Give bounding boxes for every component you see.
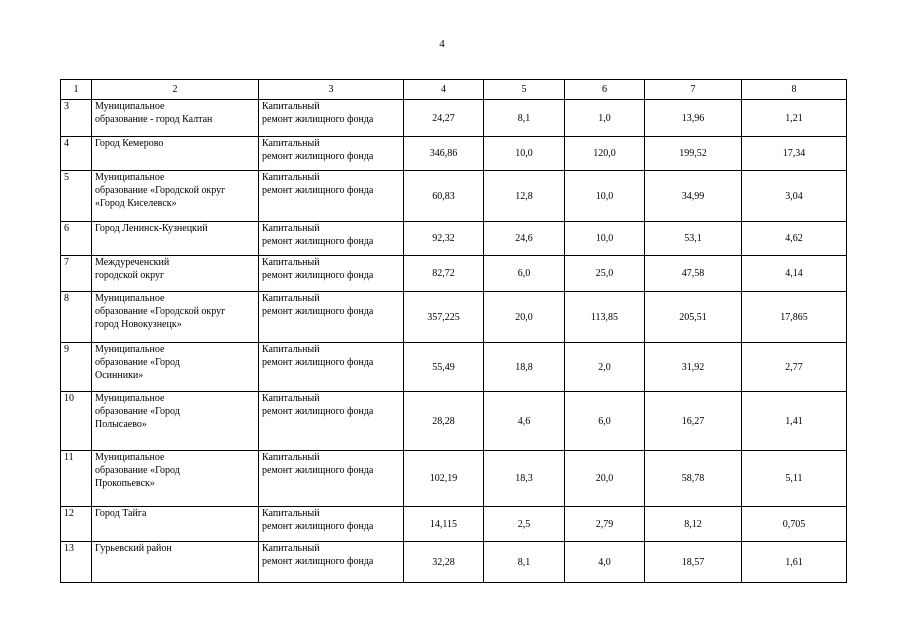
value-cell-c4: 24,27 [404,100,484,137]
table-row [61,392,847,451]
municipality-name-line: «Город Киселевск» [95,198,177,209]
value-cell-c4: 14,115 [404,507,484,542]
column-number-row [61,80,847,100]
purpose-line: Капитальный [262,101,320,112]
value-cell-c8: 4,62 [742,222,847,256]
value-cell-c5: 12,8 [484,171,565,222]
municipality-cell [92,451,259,507]
row-number-cell: 13 [61,542,92,583]
municipality-name-line: Полысаево» [95,419,147,430]
municipality-name-line: Город Тайга [95,508,147,519]
row-number-cell: 5 [61,171,92,222]
table-row [61,343,847,392]
value-cell-c8: 0,705 [742,507,847,542]
purpose-line: Капитальный [262,344,320,355]
purpose-cell [259,542,404,583]
value-cell-c8: 3,04 [742,171,847,222]
purpose-cell [259,507,404,542]
purpose-line: Капитальный [262,543,320,554]
value-cell-c8: 1,41 [742,392,847,451]
value-cell-c6: 2,79 [565,507,645,542]
value-cell-c7: 13,96 [645,100,742,137]
purpose-line: Капитальный [262,293,320,304]
value-cell-c7: 53,1 [645,222,742,256]
purpose-line: ремонт жилищного фонда [262,465,374,476]
value-cell-c5: 8,1 [484,542,565,583]
column-header: 1 [61,80,92,100]
purpose-line: Капитальный [262,452,320,463]
table-row [61,171,847,222]
row-number-cell: 3 [61,100,92,137]
value-cell-c7: 199,52 [645,137,742,171]
purpose-line: ремонт жилищного фонда [262,236,374,247]
value-cell-c7: 31,92 [645,343,742,392]
value-cell-c7: 18,57 [645,542,742,583]
municipality-name-line: городской округ [95,270,165,281]
value-cell-c5: 2,5 [484,507,565,542]
purpose-line: ремонт жилищного фонда [262,306,374,317]
purpose-cell [259,256,404,292]
value-cell-c7: 34,99 [645,171,742,222]
value-cell-c6: 6,0 [565,392,645,451]
purpose-line: Капитальный [262,393,320,404]
municipality-cell [92,507,259,542]
value-cell-c6: 120,0 [565,137,645,171]
municipality-name-line: Осинники» [95,370,144,381]
row-number-cell: 12 [61,507,92,542]
purpose-line: Капитальный [262,172,320,183]
column-header: 4 [404,80,484,100]
column-header: 8 [742,80,847,100]
value-cell-c4: 32,28 [404,542,484,583]
value-cell-c8: 4,14 [742,256,847,292]
value-cell-c5: 6,0 [484,256,565,292]
municipality-name-line: Муниципальное [95,101,165,112]
value-cell-c4: 357,225 [404,292,484,343]
value-cell-c8: 1,61 [742,542,847,583]
column-header: 3 [259,80,404,100]
purpose-cell [259,171,404,222]
page-number: 4 [439,38,445,50]
value-cell-c5: 24,6 [484,222,565,256]
purpose-cell [259,100,404,137]
municipality-name-line: Прокопьевск» [95,478,155,489]
purpose-line: ремонт жилищного фонда [262,151,374,162]
purpose-cell [259,343,404,392]
value-cell-c5: 18,8 [484,343,565,392]
value-cell-c4: 60,83 [404,171,484,222]
value-cell-c6: 2,0 [565,343,645,392]
municipality-name-line: Муниципальное [95,293,165,304]
municipality-name-line: образование «Город [95,406,180,417]
municipality-name-line: Муниципальное [95,344,165,355]
column-header: 5 [484,80,565,100]
value-cell-c7: 8,12 [645,507,742,542]
municipality-name-line: Город Кемерово [95,138,164,149]
table-row [61,222,847,256]
table-row [61,137,847,171]
column-header: 7 [645,80,742,100]
row-number-cell: 6 [61,222,92,256]
row-number-cell: 10 [61,392,92,451]
value-cell-c4: 346,86 [404,137,484,171]
municipality-cell [92,171,259,222]
value-cell-c5: 4,6 [484,392,565,451]
purpose-line: Капитальный [262,138,320,149]
column-header: 6 [565,80,645,100]
row-number-cell: 9 [61,343,92,392]
value-cell-c7: 47,58 [645,256,742,292]
value-cell-c6: 113,85 [565,292,645,343]
value-cell-c8: 5,11 [742,451,847,507]
municipality-cell [92,137,259,171]
table-row [61,542,847,583]
table-row [61,292,847,343]
purpose-cell [259,222,404,256]
value-cell-c4: 102,19 [404,451,484,507]
purpose-line: ремонт жилищного фонда [262,357,374,368]
purpose-line: Капитальный [262,257,320,268]
value-cell-c4: 82,72 [404,256,484,292]
municipality-name-line: Город Ленинск-Кузнецкий [95,223,208,234]
table-row [61,507,847,542]
row-number-cell: 7 [61,256,92,292]
value-cell-c6: 1,0 [565,100,645,137]
municipality-name-line: Муниципальное [95,452,165,463]
value-cell-c8: 17,865 [742,292,847,343]
purpose-line: ремонт жилищного фонда [262,270,374,281]
municipality-name-line: Муниципальное [95,393,165,404]
value-cell-c8: 17,34 [742,137,847,171]
purpose-line: ремонт жилищного фонда [262,114,374,125]
purpose-line: ремонт жилищного фонда [262,406,374,417]
table-row [61,451,847,507]
value-cell-c6: 20,0 [565,451,645,507]
purpose-line: Капитальный [262,508,320,519]
column-header: 2 [92,80,259,100]
municipality-cell [92,222,259,256]
municipality-name-line: город Новокузнецк» [95,319,182,330]
municipality-name-line: образование «Городской округ [95,185,226,196]
purpose-cell [259,451,404,507]
row-number-cell: 11 [61,451,92,507]
municipality-cell [92,292,259,343]
municipality-name-line: образование - город Калтан [95,114,213,125]
municipality-name-line: образование «Городской округ [95,306,226,317]
row-number-cell: 8 [61,292,92,343]
value-cell-c4: 92,32 [404,222,484,256]
municipality-name-line: Междуреченский [95,257,170,268]
value-cell-c6: 10,0 [565,222,645,256]
value-cell-c5: 18,3 [484,451,565,507]
municipality-name-line: Гурьевский район [95,543,172,554]
table-body [61,100,847,583]
row-number-cell: 4 [61,137,92,171]
municipality-cell [92,542,259,583]
municipality-cell [92,100,259,137]
municipality-cell [92,392,259,451]
municipality-cell [92,256,259,292]
value-cell-c8: 1,21 [742,100,847,137]
value-cell-c5: 8,1 [484,100,565,137]
table-row [61,256,847,292]
municipality-name-line: образование «Город [95,465,180,476]
value-cell-c7: 16,27 [645,392,742,451]
purpose-cell [259,392,404,451]
purpose-line: ремонт жилищного фонда [262,556,374,567]
value-cell-c7: 205,51 [645,292,742,343]
value-cell-c6: 4,0 [565,542,645,583]
value-cell-c4: 55,49 [404,343,484,392]
value-cell-c7: 58,78 [645,451,742,507]
municipality-name-line: образование «Город [95,357,180,368]
value-cell-c5: 10,0 [484,137,565,171]
value-cell-c8: 2,77 [742,343,847,392]
purpose-cell [259,292,404,343]
purpose-line: Капитальный [262,223,320,234]
municipality-name-line: Муниципальное [95,172,165,183]
municipality-cell [92,343,259,392]
value-cell-c6: 10,0 [565,171,645,222]
table-row [61,100,847,137]
value-cell-c4: 28,28 [404,392,484,451]
purpose-line: ремонт жилищного фонда [262,185,374,196]
purpose-cell [259,137,404,171]
data-table [60,79,847,583]
value-cell-c5: 20,0 [484,292,565,343]
purpose-line: ремонт жилищного фонда [262,521,374,532]
value-cell-c6: 25,0 [565,256,645,292]
